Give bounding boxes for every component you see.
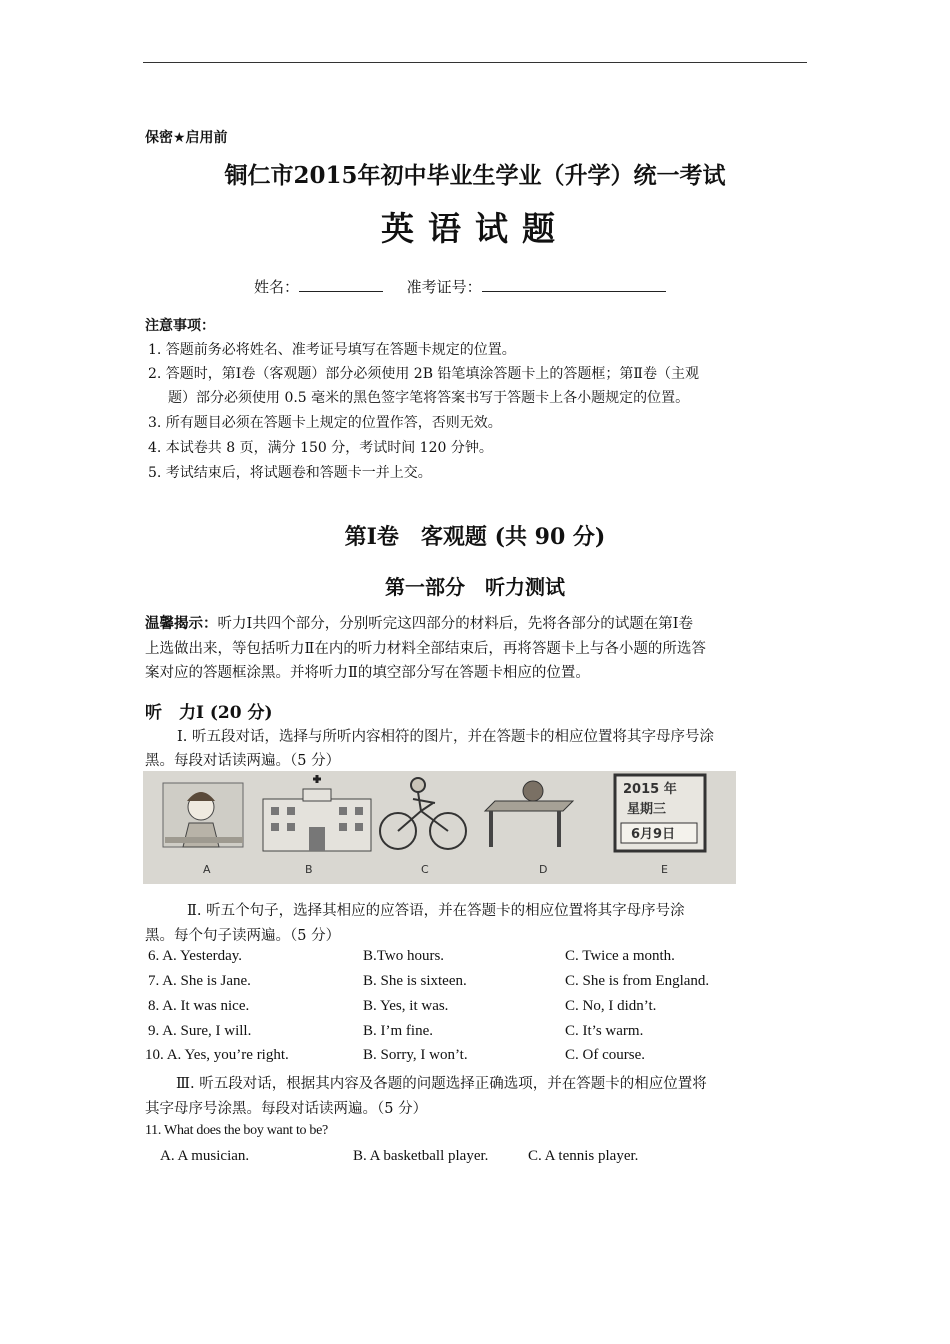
note-item: 2. 答题时，第Ⅰ卷（客观题）部分必须使用 2B 铅笔填涂答题卡上的答题框；第Ⅱ卷（主观: [148, 366, 699, 382]
option-b: B.Two hours.: [363, 948, 445, 964]
option-c: C. She is from England.: [565, 973, 710, 989]
picture-a-girl-reading: [163, 783, 243, 847]
question-11: 11. What does the boy want to be?: [145, 1123, 328, 1138]
question-7: 7. A. She is Jane.: [148, 973, 251, 989]
tip-line: 温馨揭示：听力Ⅰ共四个部分，分别听完这四部分的材料后，先将各部分的试题在第Ⅰ卷: [145, 616, 693, 632]
calendar-year: 2015 年: [623, 782, 677, 797]
question-10: 10. A. Yes, you’re right.: [145, 1047, 289, 1063]
option-b: B. I’m fine.: [363, 1023, 433, 1039]
question-6: 6. A. Yesterday.: [148, 948, 243, 964]
picture-label: D: [539, 863, 548, 876]
volume-title: 第Ⅰ卷 客观题 (共 90 分): [344, 524, 606, 550]
pictures-svg: [143, 771, 736, 884]
section-ii-text: Ⅱ. 听五个句子，选择其相应的应答语，并在答题卡的相应位置将其字母序号涂: [187, 903, 685, 919]
picture-label: C: [421, 863, 429, 876]
note-item: 题）部分必须使用 0.5 毫米的黑色签字笔将答案书写于答题卡上各小题规定的位置。: [168, 390, 690, 406]
name-id-row: [254, 276, 666, 297]
option-b: B. Yes, it was.: [363, 998, 449, 1014]
question-8: 8. A. It was nice.: [148, 998, 250, 1014]
option-c: C. No, I didn’t.: [565, 998, 657, 1014]
option-c: C. A tennis player.: [528, 1148, 639, 1164]
note-item: 4. 本试卷共 8 页，满分 150 分，考试时间 120 分钟。: [148, 440, 493, 456]
section-iii-text: Ⅲ. 听五段对话，根据其内容及各题的问题选择正确选项，并在答题卡的相应位置将: [176, 1076, 707, 1092]
calendar-weekday: 星期三: [627, 802, 667, 817]
note-item: 1. 答题前务必将姓名、准考证号填写在答题卡规定的位置。: [148, 342, 516, 358]
picture-label: B: [305, 863, 313, 876]
section-i-text: 黑。每段对话读两遍。（5 分）: [145, 753, 341, 769]
tip-line: 上选做出来，等包括听力Ⅱ在内的听力材料全部结束后，再将答题卡上与各小题的所选答: [145, 641, 706, 657]
id-label: 准考证号：: [406, 278, 482, 296]
section-i-text: Ⅰ. 听五段对话，选择与所听内容相符的图片，并在答题卡的相应位置将其字母序号涂: [177, 729, 714, 745]
calendar-date: 6月9日: [631, 827, 676, 842]
part-title: 第一部分 听力测试: [385, 575, 565, 599]
name-blank[interactable]: [299, 277, 383, 292]
picture-e-calendar: [615, 775, 705, 851]
listening-pictures: [143, 771, 736, 884]
option-c: C. Twice a month.: [565, 948, 675, 964]
name-label: 姓名：: [254, 278, 300, 296]
option-a: A. A musician.: [160, 1148, 250, 1164]
listening-heading: 听 力Ⅰ (20 分): [145, 703, 273, 723]
header-rule: [143, 62, 807, 63]
note-item: 3. 所有题目必须在答题卡上规定的位置作答，否则无效。: [148, 415, 502, 431]
confidential-label: 保密★启用前: [145, 130, 228, 146]
option-b: B. She is sixteen.: [363, 973, 467, 989]
section-ii-text: 黑。每个句子读两遍。（5 分）: [145, 928, 341, 944]
option-b: B. A basketball player.: [353, 1148, 489, 1164]
exam-title: 铜仁市2015年初中毕业生学业（升学）统一考试: [224, 162, 726, 189]
picture-label: A: [203, 863, 211, 876]
tip-line: 案对应的答题框涂黑。并将听力Ⅱ的填空部分写在答题卡相应的位置。: [145, 665, 590, 681]
tip-label: 温馨揭示：: [145, 616, 218, 632]
notes-heading: 注意事项：: [145, 318, 215, 334]
option-b: B. Sorry, I won’t.: [363, 1047, 468, 1063]
note-item: 5. 考试结束后，将试题卷和答题卡一并上交。: [148, 465, 432, 481]
id-blank[interactable]: [482, 277, 666, 292]
subject-title: 英语试题: [381, 209, 569, 248]
option-c: C. It’s warm.: [565, 1023, 644, 1039]
picture-label: E: [661, 863, 668, 876]
option-c: C. Of course.: [565, 1047, 645, 1063]
section-iii-text: 其字母序号涂黑。每段对话读两遍。（5 分）: [145, 1101, 428, 1117]
question-9: 9. A. Sure, I will.: [148, 1023, 252, 1039]
